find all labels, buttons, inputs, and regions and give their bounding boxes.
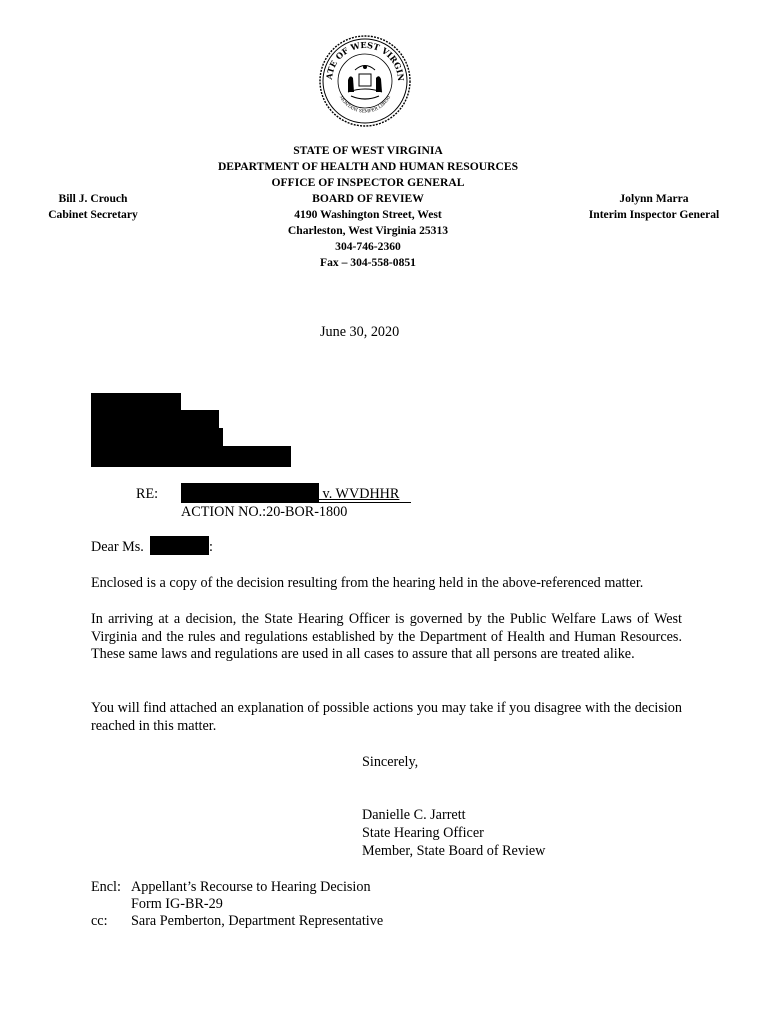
redacted-recipient-line — [91, 410, 219, 428]
enclosure-item: Appellant’s Recourse to Hearing Decision — [131, 879, 371, 895]
signature-title: State Hearing Officer — [362, 825, 484, 841]
letterhead-line: Fax – 304-558-0851 — [320, 256, 416, 269]
svg-text:MONTANI SEMPER LIBERI: MONTANI SEMPER LIBERI — [337, 95, 393, 115]
letterhead-line: BOARD OF REVIEW — [312, 192, 424, 205]
redacted-recipient-line — [91, 428, 223, 446]
inspector-general-block — [578, 191, 730, 223]
inspector-general-title: Interim Inspector General — [588, 208, 720, 221]
re-versus-text: v. WVDHHR — [322, 486, 400, 502]
paragraph: Enclosed is a copy of the decision resulting from the hearing held in the above-referenced matter. — [91, 575, 644, 591]
letterhead — [150, 143, 586, 271]
re-versus — [319, 486, 399, 504]
svg-text:STATE OF WEST VIRGINIA: ATE OF WEST VIRGIN — [323, 39, 407, 82]
paragraph: In arriving at a decision, the State Hearing Officer is governed by the Public Welfare Laws of West Virginia and the rules and regulations established by the Department of Health and Human Resources. These same laws and regulations are used in all cases to assure that all persons are treated alike. — [91, 611, 682, 663]
redacted-salutation-name — [150, 536, 209, 555]
encl-label: Encl: — [91, 879, 121, 895]
inspector-general-name: Jolynn Marra — [619, 192, 689, 205]
cc-label: cc: — [91, 913, 108, 929]
letterhead-line: 4190 Washington Street, West — [294, 208, 442, 221]
state-seal — [318, 34, 412, 128]
cabinet-secretary-title: Cabinet Secretary — [48, 208, 138, 221]
cabinet-secretary-block — [30, 191, 156, 223]
closing: Sincerely, — [362, 754, 419, 770]
letterhead-line: DEPARTMENT OF HEALTH AND HUMAN RESOURCES — [217, 160, 519, 173]
letterhead-line: 304-746-2360 — [335, 240, 401, 253]
re-underline — [181, 502, 411, 503]
re-label: RE: — [136, 486, 159, 502]
cabinet-secretary-name: Bill J. Crouch — [58, 192, 128, 205]
redacted-recipient-line — [91, 393, 181, 411]
cc-item: Sara Pemberton, Department Representative — [131, 913, 384, 929]
signature-name: Danielle C. Jarrett — [362, 807, 466, 823]
salutation-suffix: : — [209, 539, 213, 555]
signature-org: Member, State Board of Review — [362, 843, 546, 859]
salutation-prefix: Dear Ms. — [91, 539, 144, 555]
paragraph: You will find attached an explanation of possible actions you may take if you disagree with the decision reached in this matter. — [91, 700, 682, 734]
action-number: ACTION NO.:20-BOR-1800 — [181, 504, 348, 520]
letterhead-line: OFFICE OF INSPECTOR GENERAL — [271, 176, 465, 189]
letterhead-line: Charleston, West Virginia 25313 — [287, 224, 449, 237]
letter-date: June 30, 2020 — [320, 324, 400, 340]
letterhead-line: STATE OF WEST VIRGINIA — [293, 144, 443, 157]
redacted-recipient-line — [91, 446, 291, 467]
enclosure-item: Form IG-BR-29 — [131, 896, 223, 912]
redacted-appellant-name — [181, 483, 319, 502]
